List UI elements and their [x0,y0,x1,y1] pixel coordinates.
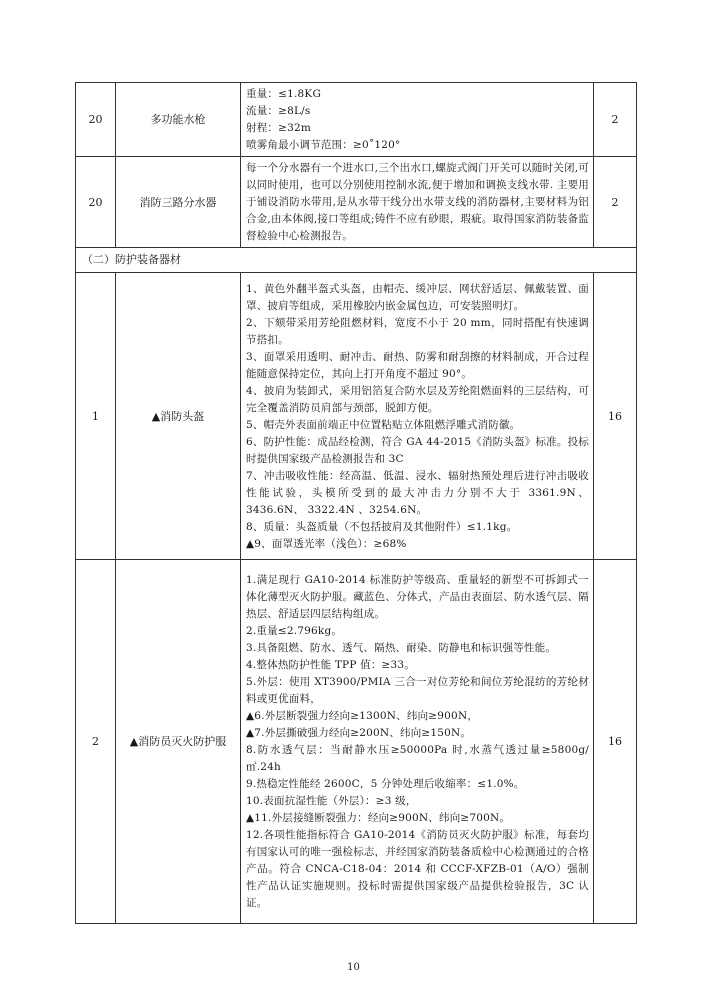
spec-line: 喷雾角最小调节范围：≥0˚120° [246,139,401,151]
spec-paragraph: 1.满足现行 GA10-2014 标准防护等级高、重量轻的新型不可拆卸式一体化薄型灭火防护服。藏蓝色、分体式，产品由表面层、防水透气层、隔热层、舒适层四层结构组成。 [246,574,589,620]
row-number: 1 [76,273,116,560]
item-quantity: 16 [594,273,637,560]
spec-paragraph: 5.外层：使用 XT3900/PMIA 三合一对位芳纶和间位芳纶混纺的芳纶材料或更优面料， [246,676,589,705]
spec-paragraph: 3.具备阻燃、防水、透气、隔热、耐染、防静电和标识强等性能。 [246,642,557,654]
spec-line: 重量：≤1.8KG [246,88,322,100]
item-quantity: 2 [594,83,637,157]
spec-line: 射程：≥32m [246,122,312,134]
spec-paragraph: 1、黄色外翻半盔式头盔，由帽壳、缓冲层、网状舒适层、佩戴装置、面罩、披肩等组成，采用橡胶内嵌金属包边，可安装照明灯。 [246,282,589,312]
table-row [76,560,637,924]
spec-paragraph: ▲9、面罩透光率（浅色）：≥68% [246,537,407,550]
row-number: 20 [76,157,116,248]
section-row [76,248,637,273]
spec-paragraph: 8、质量：头盔质量（不包括披肩及其他附件）≤1.1kg。 [246,520,518,533]
item-quantity: 16 [594,560,637,924]
spec-paragraph: 2.重量≤2.796kg。 [246,625,343,637]
spec-paragraph: ▲11.外层接缝断裂强力：经向≥900N、纬向≥700N。 [246,812,511,824]
spec-paragraph: 2、下颏带采用芳纶阻燃材料，宽度不小于 20 mm，同时搭配有快速调节搭扣。 [246,316,589,346]
spec-paragraph: 6、防护性能：成品经检测，符合 GA 44-2015《消防头盔》标准。投标时提供国家级产品检测报告和 3C [246,435,589,465]
table-row [76,157,637,248]
item-spec [241,273,594,560]
spec-paragraph: 12.各项性能指标符合 GA10-2014《消防员灭火防护服》标准，每套均有国家认可的唯一强检标志，并经国家消防装备质检中心检测通过的合格产品。符合 CNCA-C18-04：2014 和 CCCF-XFZB-01（A/O）强制性产品认证实施规则。投标时需提供国家级产品提供检验报告，3C 认证。 [246,829,589,909]
spec-paragraph: 4.整体热防护性能 TPP 值：≥33。 [246,659,415,671]
spec-paragraph: 4、披肩为装卸式，采用铝箔复合防水层及芳纶阻燃面料的三层结构，可完全覆盖消防员肩部与颈部，脱卸方便。 [246,384,589,414]
spec-line: 流量：≥8L/s [246,105,311,117]
row-number: 2 [76,560,116,924]
spec-paragraph: 7、冲击吸收性能：经高温、低温、浸水、辐射热预处理后进行冲击吸收性能试验，头模所受到的最大冲击力分别不大于 3361.9N、3436.6N、 3322.4N 、3254.6N。 [246,469,589,516]
spec-paragraph: 5、帽壳外表面前端正中位置粘贴立体阻燃浮雕式消防徽。 [246,418,521,431]
section-title: （二）防护装备器材 [76,248,637,273]
spec-paragraph: ▲7.外层撕破强力经向≥200N、纬向≥150N。 [246,727,472,739]
spec-paragraph: ▲6.外层断裂强力经向≥1300N、纬向≥900N， [246,710,479,722]
item-spec [241,560,594,924]
item-name: ▲消防头盔 [116,273,241,560]
spec-paragraph: 10.表面抗湿性能（外层）：≥3 级， [246,795,417,807]
spec-paragraph: 每一个分水器有一个进水口,三个出水口,螺旋式阀门开关可以随时关闭,可以同时使用，也可以分别使用控制水流,便于增加和调换支线水带. 主要用于铺设消防水带用,是从水带干线分出水带支线的消防器材,主要材料为铝合金,由本体阀,接口等组成;铸件不应有砂眼，瑕疵。取得国家消防装备监督检验中心检测报告。 [246,162,589,242]
item-spec [241,83,594,157]
spec-paragraph: 9.热稳定性能经 2600C，5 分钟处理后收缩率：≤1.0%。 [246,778,525,790]
spec-paragraph: 8.防水透气层：当耐静水压≥50000Pa 时,水蒸气透过量≥5800g/㎡.24h [246,744,589,773]
table-row [76,273,637,560]
spec-table [75,82,637,924]
item-name: 多功能水枪 [116,83,241,157]
page-number: 10 [347,962,360,973]
table-row [76,83,637,157]
row-number: 20 [76,83,116,157]
item-spec [241,157,594,248]
item-quantity: 2 [594,157,637,248]
item-name: 消防三路分水器 [116,157,241,248]
spec-paragraph: 3、面罩采用透明、耐冲击、耐热、防雾和耐刮擦的材料制成，开合过程能随意保持定位，其向上打开角度不超过 90°。 [246,350,589,380]
item-name: ▲消防员灭火防护服 [116,560,241,924]
